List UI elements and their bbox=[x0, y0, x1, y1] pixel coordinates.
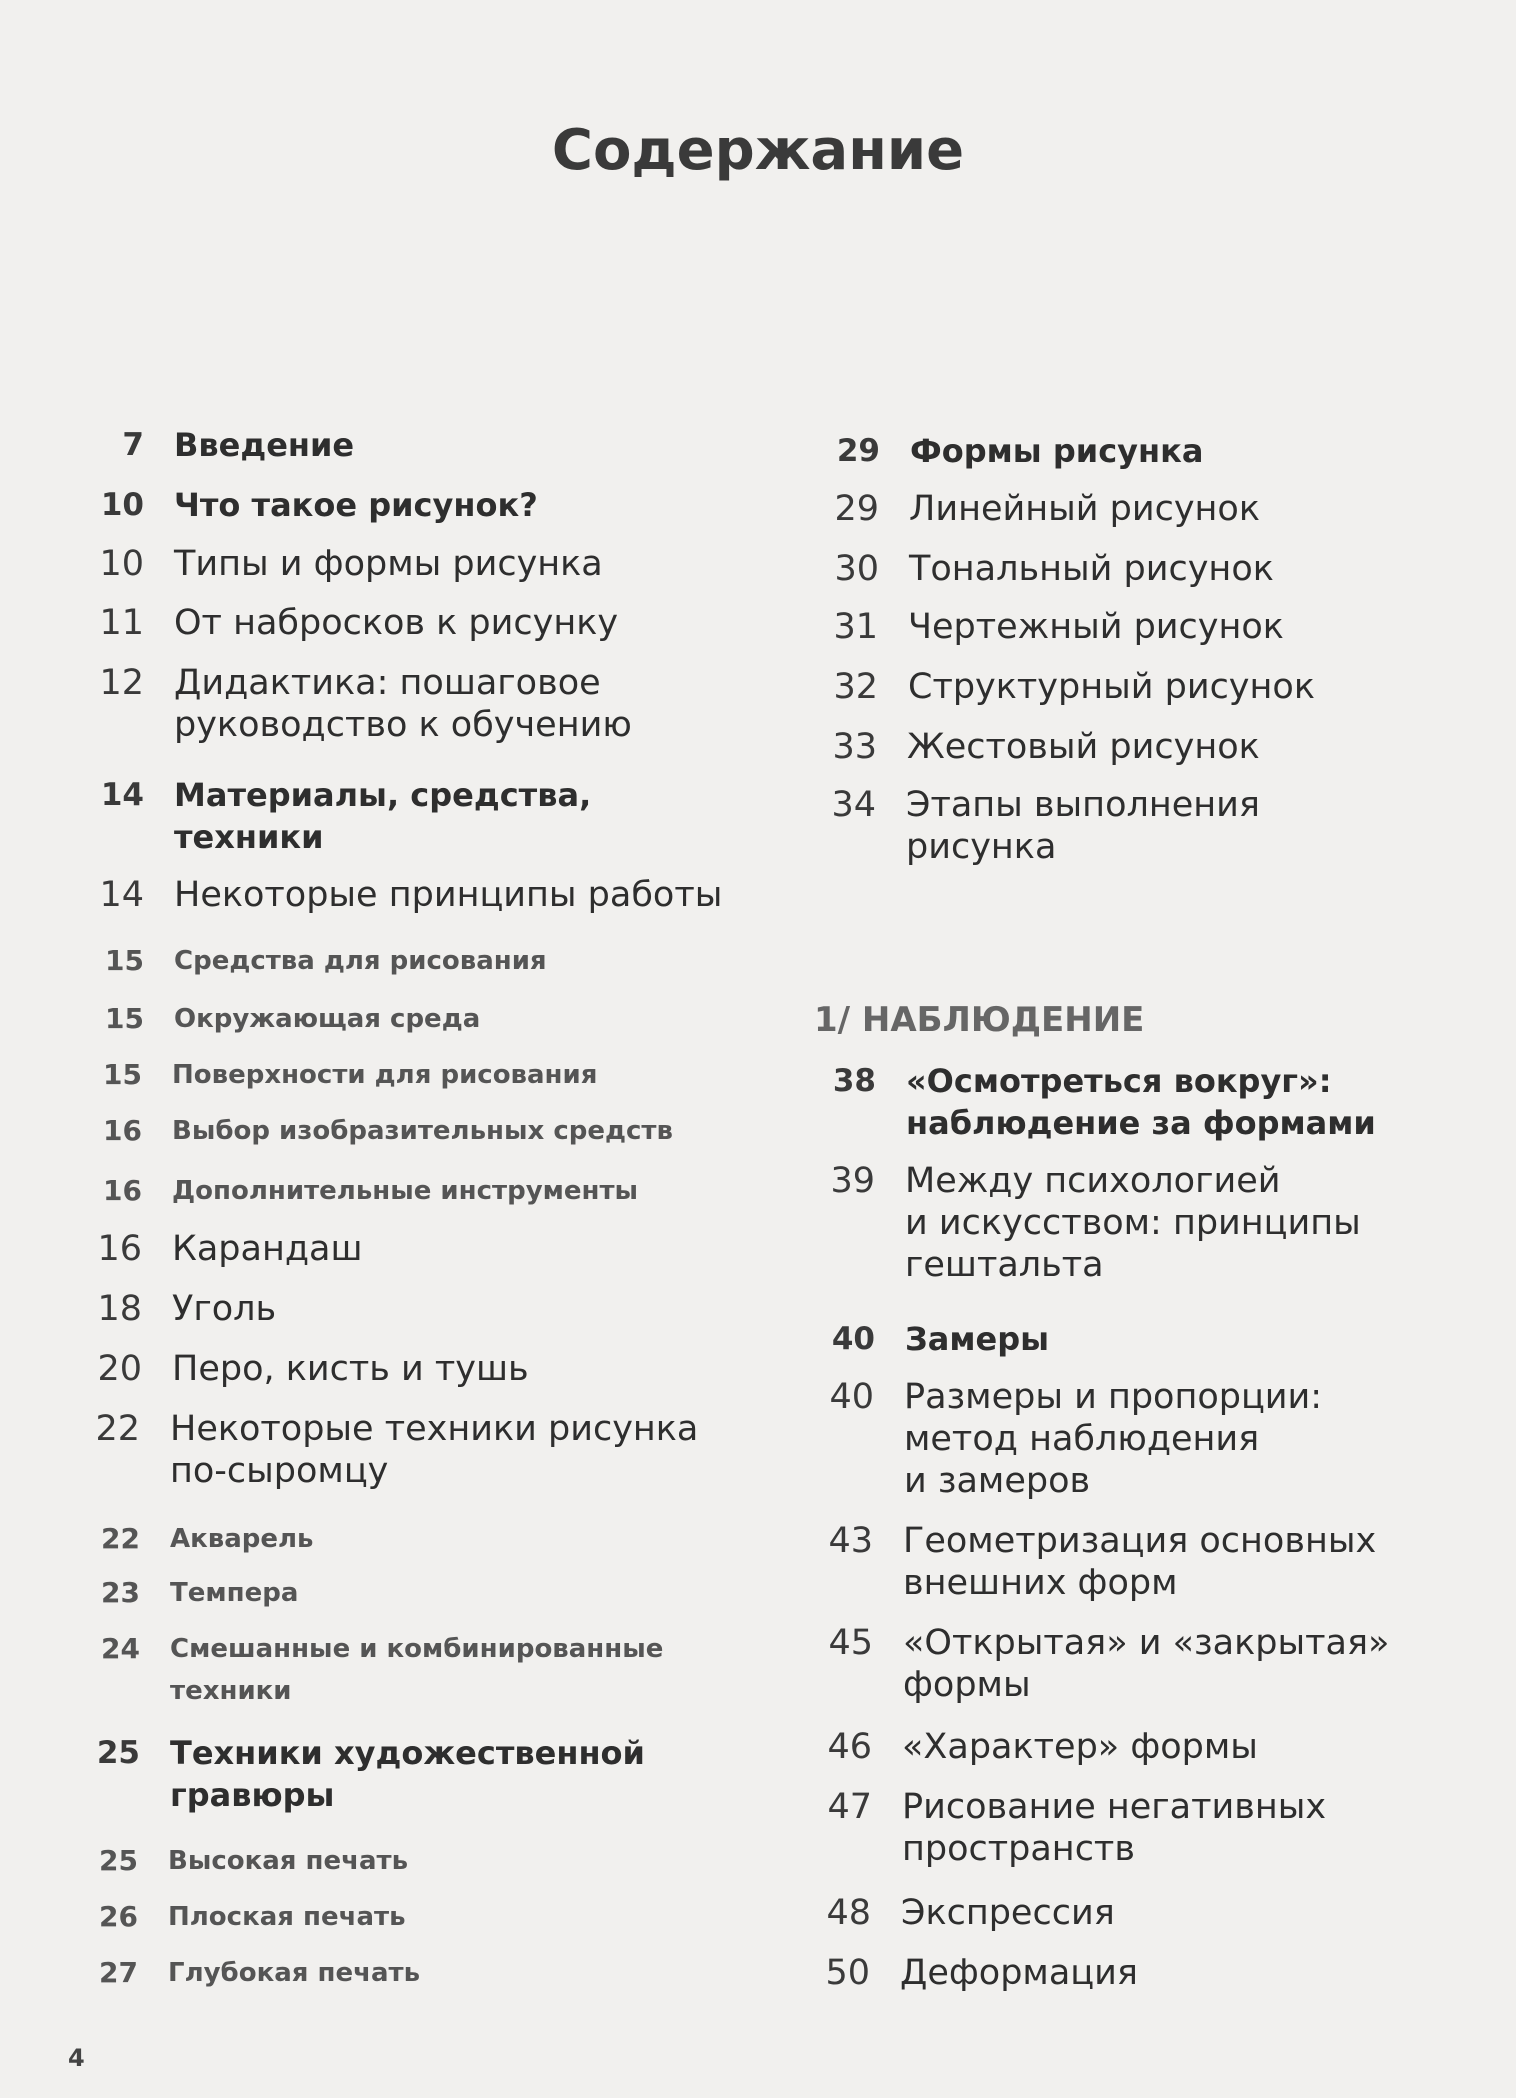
toc-entry-title: техники bbox=[174, 818, 324, 856]
toc-page-number: 48 bbox=[826, 1893, 871, 1933]
toc-entry bbox=[97, 1288, 277, 1330]
toc-entry bbox=[833, 666, 1315, 708]
toc-entry-title: Тональный рисунок bbox=[909, 549, 1274, 589]
toc-page-number: 18 bbox=[97, 1289, 142, 1329]
page-number: 4 bbox=[68, 2044, 85, 2072]
toc-entry bbox=[829, 1376, 1323, 1502]
toc-entry bbox=[832, 1060, 1376, 1144]
toc-entry-title: «Характер» формы bbox=[902, 1727, 1258, 1767]
toc-page-number: 26 bbox=[99, 1900, 138, 1933]
toc-entry-title: формы bbox=[903, 1665, 1031, 1705]
toc-entry-title: Геометризация основных bbox=[903, 1521, 1377, 1561]
toc-entry-title: Этапы выполнения bbox=[906, 785, 1260, 825]
toc-entry-title: Чертежный рисунок bbox=[908, 607, 1284, 647]
toc-entry bbox=[96, 1732, 645, 1816]
toc-page-number: 39 bbox=[830, 1161, 875, 1201]
toc-entry-title: Средства для рисования bbox=[174, 946, 547, 976]
toc-entry-title: Экспрессия bbox=[901, 1893, 1115, 1933]
toc-entry-title: Введение bbox=[174, 426, 355, 464]
toc-entry bbox=[832, 726, 1260, 768]
toc-entry bbox=[103, 1170, 639, 1212]
toc-page-number: 14 bbox=[99, 875, 144, 915]
toc-entry bbox=[831, 1318, 1050, 1360]
toc-page-number: 25 bbox=[99, 1844, 138, 1877]
toc-entry-title: Материалы, средства, bbox=[174, 776, 592, 814]
toc-entry-title: Выбор изобразительных средств bbox=[172, 1116, 673, 1146]
toc-page-number: 24 bbox=[101, 1632, 140, 1665]
toc-entry-title: Деформация bbox=[900, 1953, 1138, 1993]
toc-entry bbox=[105, 998, 481, 1040]
toc-page-number: 38 bbox=[832, 1063, 876, 1099]
toc-page-number: 47 bbox=[827, 1787, 872, 1827]
toc-entry bbox=[99, 543, 603, 585]
toc-page-number: 31 bbox=[833, 607, 878, 647]
toc-entry-title: Уголь bbox=[172, 1289, 277, 1329]
toc-entry-title: Техники художественной bbox=[170, 1734, 645, 1772]
toc-page-number: 27 bbox=[99, 1956, 138, 1989]
toc-entry-title: Замеры bbox=[905, 1320, 1050, 1358]
toc-page-number: 46 bbox=[827, 1727, 872, 1767]
toc-entry-title: Темпера bbox=[170, 1578, 299, 1608]
toc-entry-title: Размеры и пропорции: bbox=[904, 1377, 1323, 1417]
toc-entry bbox=[122, 424, 355, 466]
toc-page-number: 10 bbox=[100, 487, 144, 523]
toc-entry bbox=[100, 774, 592, 858]
toc-entry bbox=[827, 1786, 1327, 1870]
toc-entry bbox=[101, 1518, 314, 1560]
toc-entry bbox=[99, 874, 723, 916]
toc-page-number: 20 bbox=[97, 1349, 142, 1389]
toc-page-number: 7 bbox=[122, 427, 144, 463]
toc-page-number: 34 bbox=[831, 785, 876, 825]
toc-entry bbox=[827, 1726, 1258, 1768]
toc-entry-title: гештальта bbox=[905, 1245, 1104, 1285]
toc-entry bbox=[833, 606, 1284, 648]
toc-entry bbox=[834, 488, 1260, 530]
toc-entry-title: Глубокая печать bbox=[168, 1958, 421, 1988]
toc-entry-title: Высокая печать bbox=[168, 1846, 409, 1876]
toc-page-number: 32 bbox=[833, 667, 878, 707]
toc-entry-title: Дополнительные инструменты bbox=[172, 1176, 639, 1206]
toc-page-number: 10 bbox=[99, 544, 144, 584]
toc-page-number: 29 bbox=[836, 433, 880, 469]
toc-entry bbox=[105, 940, 547, 982]
toc-entry-title: «Осмотреться вокруг»: bbox=[906, 1062, 1332, 1100]
toc-entry bbox=[101, 1628, 664, 1712]
toc-page-number: 33 bbox=[832, 727, 877, 767]
toc-entry-title: Перо, кисть и тушь bbox=[172, 1349, 529, 1389]
toc-entry bbox=[99, 1952, 421, 1994]
toc-entry-title: От набросков к рисунку bbox=[174, 603, 619, 643]
toc-entry-title: гравюры bbox=[170, 1776, 335, 1814]
toc-entry-title: Окружающая среда bbox=[174, 1004, 481, 1034]
toc-entry bbox=[99, 1896, 406, 1938]
toc-entry-title: Некоторые принципы работы bbox=[174, 875, 723, 915]
toc-entry-title: и замеров bbox=[904, 1461, 1091, 1501]
toc-page-number: 15 bbox=[103, 1058, 142, 1091]
toc-entry-title: «Открытая» и «закрытая» bbox=[903, 1623, 1390, 1663]
toc-page-number: 50 bbox=[825, 1953, 870, 1993]
toc-entry bbox=[836, 430, 1204, 472]
toc-entry-title: руководство к обучению bbox=[174, 705, 632, 745]
toc-entry-title: Линейный рисунок bbox=[909, 489, 1260, 529]
toc-entry-title: Акварель bbox=[170, 1524, 314, 1554]
toc-entry-title: Смешанные и комбинированные bbox=[170, 1634, 664, 1664]
toc-entry bbox=[834, 548, 1274, 590]
toc-page-number: 40 bbox=[829, 1377, 874, 1417]
toc-entry-title: Дидактика: пошаговое bbox=[174, 663, 601, 703]
toc-page-number: 25 bbox=[96, 1735, 140, 1771]
toc-page-number: 14 bbox=[100, 777, 144, 813]
toc-entry-title: пространств bbox=[902, 1829, 1135, 1869]
toc-entry-title: метод наблюдения bbox=[904, 1419, 1260, 1459]
toc-entry bbox=[97, 1228, 363, 1270]
toc-entry bbox=[831, 784, 1260, 868]
toc-entry-title: наблюдение за формами bbox=[906, 1104, 1376, 1142]
toc-page-number: 23 bbox=[101, 1576, 140, 1609]
toc-page-number: 16 bbox=[103, 1174, 142, 1207]
toc-page-number: 15 bbox=[105, 1002, 144, 1035]
toc-entry-title: Формы рисунка bbox=[910, 432, 1204, 470]
toc-page-number: 12 bbox=[99, 663, 144, 703]
toc-entry bbox=[99, 662, 632, 746]
page-title: Содержание bbox=[551, 118, 965, 183]
toc-page-number: 11 bbox=[99, 603, 144, 643]
toc-entry-title: и искусством: принципы bbox=[905, 1203, 1361, 1243]
toc-entry bbox=[97, 1348, 529, 1390]
toc-page-number: 43 bbox=[828, 1521, 873, 1561]
toc-page-number: 22 bbox=[101, 1522, 140, 1555]
toc-entry-title: Типы и формы рисунка bbox=[174, 544, 603, 584]
toc-entry bbox=[826, 1892, 1115, 1934]
toc-entry bbox=[828, 1622, 1390, 1706]
toc-page-number: 29 bbox=[834, 489, 879, 529]
toc-entry bbox=[103, 1110, 673, 1152]
toc-page-number: 22 bbox=[95, 1409, 140, 1449]
toc-entry-title: Структурный рисунок bbox=[908, 667, 1315, 707]
toc-entry bbox=[103, 1054, 598, 1096]
toc-entry-title: Карандаш bbox=[172, 1229, 363, 1269]
section-heading: 1/ НАБЛЮДЕНИЕ bbox=[814, 1000, 1145, 1040]
toc-entry-title: Поверхности для рисования bbox=[172, 1060, 598, 1090]
toc-entry-title: Плоская печать bbox=[168, 1902, 406, 1932]
toc-entry-title: Между психологией bbox=[905, 1161, 1281, 1201]
toc-entry-title: техники bbox=[170, 1676, 292, 1706]
toc-page-number: 15 bbox=[105, 944, 144, 977]
toc-entry-title: по-сыромцу bbox=[170, 1451, 389, 1491]
toc-entry-title: Жестовый рисунок bbox=[907, 727, 1260, 767]
toc-entry-title: Что такое рисунок? bbox=[174, 486, 538, 524]
toc-entry bbox=[825, 1952, 1138, 1994]
toc-entry-title: рисунка bbox=[906, 827, 1057, 867]
toc-page-number: 16 bbox=[97, 1229, 142, 1269]
toc-entry bbox=[830, 1160, 1361, 1286]
toc-entry bbox=[828, 1520, 1377, 1604]
toc-page-number: 16 bbox=[103, 1114, 142, 1147]
toc-entry bbox=[99, 602, 619, 644]
toc-page-number: 45 bbox=[828, 1623, 873, 1663]
toc-page-number: 30 bbox=[834, 549, 879, 589]
toc-entry bbox=[100, 484, 538, 526]
toc-entry-title: внешних форм bbox=[903, 1563, 1178, 1603]
toc-entry bbox=[99, 1840, 409, 1882]
toc-entry bbox=[101, 1572, 299, 1614]
toc-page-number: 40 bbox=[831, 1321, 875, 1357]
toc-entry-title: Некоторые техники рисунка bbox=[170, 1409, 699, 1449]
toc-entry bbox=[95, 1408, 699, 1492]
toc-entry-title: Рисование негативных bbox=[902, 1787, 1327, 1827]
